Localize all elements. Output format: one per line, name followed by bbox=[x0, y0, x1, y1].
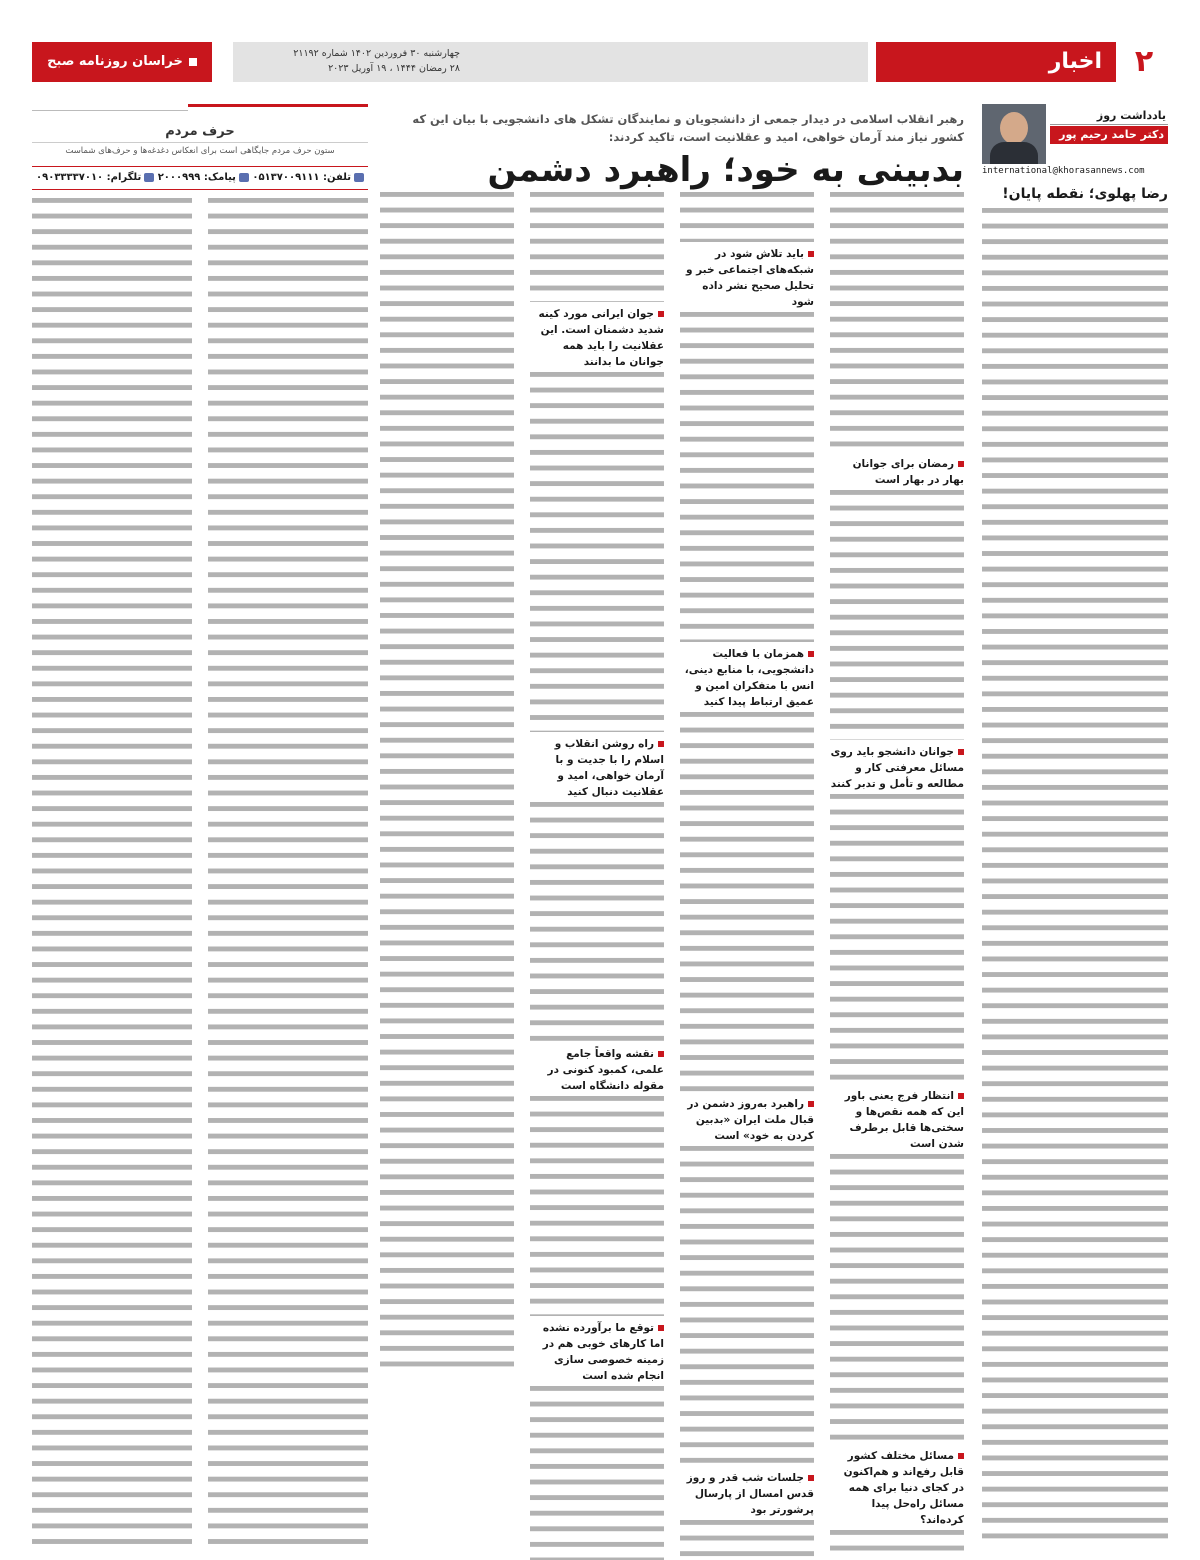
editorial-body bbox=[982, 208, 1168, 1544]
subheading: راهبرد به‌روز دشمن در قبال ملت ایران «بدبین کردن به خود» است bbox=[680, 1096, 814, 1144]
issue-dates bbox=[220, 46, 460, 76]
main-article bbox=[380, 104, 964, 1544]
page-header bbox=[32, 42, 1168, 109]
phone-icon bbox=[354, 173, 364, 182]
sms-number: پیامک: ۲۰۰۰۹۹۹ bbox=[157, 172, 236, 183]
logo-square-icon bbox=[189, 58, 197, 66]
issue-date-line1: چهارشنبه ۳۰ فروردین ۱۴۰۲ شماره ۲۱۱۹۲ bbox=[293, 48, 460, 59]
column-kicker: یادداشت روز bbox=[1050, 108, 1168, 125]
section-title: اخبار bbox=[876, 42, 1116, 82]
body-text bbox=[680, 1520, 814, 1560]
body-text bbox=[680, 192, 814, 242]
telegram-contact[interactable] bbox=[36, 167, 154, 189]
body-text bbox=[380, 192, 514, 1372]
editorial-headline: رضا پهلوی؛ نقطه پایان! bbox=[1002, 186, 1168, 202]
issue-date-line2: ۲۸ رمضان ۱۴۴۴ ، ۱۹ آوریل ۲۰۲۳ bbox=[328, 63, 460, 74]
article-column-1 bbox=[830, 192, 964, 1544]
subheading: جوان ایرانی مورد کینه شدید دشمنان است. این عقلانیت را باید همه جوانان ما بدانند bbox=[530, 306, 664, 370]
sms-icon bbox=[239, 173, 249, 182]
body-text bbox=[680, 712, 814, 1092]
subheading: راه روشن انقلاب و اسلام را با جدیت و با آرمان خواهی، امید و عقلانیت دنبال کنید bbox=[530, 736, 664, 800]
phone-number: تلفن: ۰۵۱۳۷۰۰۹۱۱۱ bbox=[252, 172, 351, 183]
subheading: باید تلاش شود در شبکه‌های اجتماعی خبر و تحلیل صحیح نشر داده شود bbox=[680, 246, 814, 310]
subheading: همزمان با فعالیت دانشجویی، با منابع دینی، انس با متفکران امین و عمیق ارتباط پیدا کنید bbox=[680, 646, 814, 710]
newspaper-logo bbox=[32, 42, 212, 109]
article-column-3 bbox=[530, 192, 664, 1544]
sms-contact[interactable] bbox=[158, 167, 249, 189]
brand-name: خراسان روزنامه صبح ایران bbox=[47, 54, 183, 109]
readers-column bbox=[32, 104, 368, 1544]
body-text bbox=[830, 1530, 964, 1560]
subheading: جلسات شب قدر و روز قدس امسال از پارسال پرشورتر بود bbox=[680, 1470, 814, 1518]
subheading: رمضان برای جوانان بهار در بهار است bbox=[830, 456, 964, 488]
subheading: مسائل مختلف کشور قابل رفع‌اند و هم‌اکنون در کجای دنیا برای همه مسائل راه‌حل پیدا کرده‌اند؟ bbox=[830, 1448, 964, 1528]
article-lead: رهبر انقلاب اسلامی در دیدار جمعی از دانشجویان و نمایندگان تشکل های دانشجویی با بیان این که کشور نیاز مند آرمان خواهی، امید و عقلانیت است، تاکید کردند: bbox=[412, 112, 964, 144]
page-number: ۲ bbox=[1134, 44, 1154, 79]
body-text bbox=[830, 794, 964, 1084]
body-text bbox=[530, 802, 664, 1042]
body-text bbox=[830, 192, 964, 452]
author-name: دکتر حامد رحیم پور bbox=[1050, 126, 1168, 144]
body-text bbox=[680, 312, 814, 642]
body-text bbox=[530, 192, 664, 302]
body-text bbox=[530, 1096, 664, 1316]
body-text bbox=[680, 1146, 814, 1466]
subheading: انتظار فرج یعنی باور این که همه نقص‌ها و سختی‌ها قابل برطرف شدن است bbox=[830, 1088, 964, 1152]
subheading: توقع ما برآورده نشده اما کارهای خوبی هم در زمینه خصوصی سازی انجام شده است bbox=[530, 1320, 664, 1384]
editorial-column bbox=[982, 104, 1168, 1544]
subheading: جوانان دانشجو باید روی مسائل معرفتی کار و مطالعه و تأمل و تدبر کنند bbox=[830, 746, 964, 790]
telegram-number: تلگرام: ۰۹۰۳۳۳۳۷۰۱۰ bbox=[36, 172, 142, 183]
column-rule bbox=[32, 104, 368, 118]
readers-messages-right bbox=[208, 198, 368, 1544]
author-box bbox=[982, 104, 1168, 176]
author-email: international@khorasannews.com bbox=[982, 166, 1145, 176]
readers-column-title: حرف مردم bbox=[32, 122, 368, 143]
phone-contact[interactable] bbox=[252, 167, 364, 189]
subheading: نقشه واقعاً جامع علمی، کمبود کنونی در مقوله دانشگاه است bbox=[530, 1046, 664, 1094]
article-column-4 bbox=[380, 192, 514, 1544]
readers-column-tagline: ستون حرف مردم جایگاهی است برای انعکاس دغدغه‌ها و حرف‌های شماست bbox=[65, 146, 335, 156]
body-text bbox=[830, 490, 964, 740]
article-headline: بدبینی به خود؛ راهبرد دشمن bbox=[487, 150, 964, 190]
contact-bar bbox=[32, 166, 368, 190]
body-text bbox=[830, 1154, 964, 1444]
body-text bbox=[530, 372, 664, 732]
body-text bbox=[530, 1386, 664, 1560]
readers-messages-left bbox=[32, 198, 192, 1544]
article-column-2 bbox=[680, 192, 814, 1544]
author-photo bbox=[982, 104, 1046, 164]
telegram-icon bbox=[144, 173, 154, 182]
